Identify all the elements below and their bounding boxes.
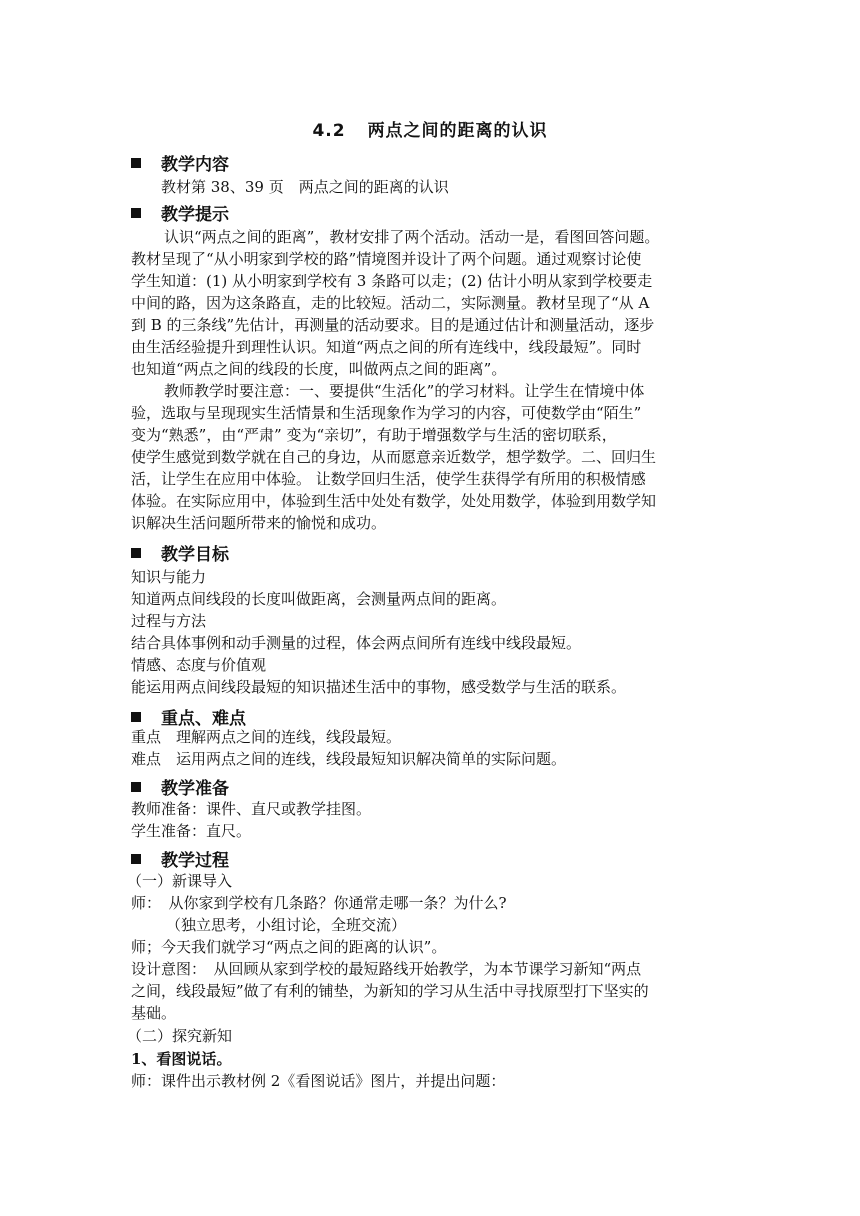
section-heading-content: 教学内容 [131,150,229,175]
hint-line: 到 B 的三条线”先估计，再测量的活动要求。目的是通过估计和测量活动，逐步 [131,316,655,334]
process-subheading: 1、看图说话。 [131,1050,232,1068]
process-line: （独立思考，小组讨论，全班交流） [166,916,407,934]
process-line: 师： 从你家到学校有几条路？你通常走哪一条？为什么? [131,894,507,912]
square-bullet-icon [131,208,141,218]
section-heading-keypoints: 重点、难点 [131,704,246,729]
process-line: 基础。 [131,1004,177,1022]
hint-line: 教师教学时要注意：一、要提供“生活化”的学习材料。让学生在情境中体 [164,382,645,400]
hint-line: 由生活经验提升到理性认识。知道“两点之间的所有连线中，线段最短”。同时 [131,338,642,356]
goals-line: 能运用两点间线段最短的知识描述生活中的事物，感受数学与生活的联系。 [131,678,627,696]
hint-line: 认识“两点之间的距离”，教材安排了两个活动。活动一是，看图回答问题。 [164,228,660,246]
hint-line: 变为“熟悉”，由“严肃” 变为“亲切”，有助于增强数学与生活的密切联系， [131,426,617,444]
section-heading-hint: 教学提示 [131,200,229,225]
prep-line: 学生准备：直尺。 [131,822,252,840]
square-bullet-icon [131,158,141,168]
hint-line: 学生知道：(1) 从小明家到学校有 3 条路可以走；(2) 估计小明从家到学校要走 [131,272,653,290]
hint-line: 活，让学生在应用中体验。 让数学回归生活，使学生获得学有所用的积极情感 [131,470,646,488]
goals-line: 情感、态度与价值观 [131,656,267,674]
section-heading-prep: 教学准备 [131,774,229,799]
goals-line: 过程与方法 [131,612,207,630]
process-line: （二）探究新知 [127,1027,233,1045]
document-title [0,116,860,141]
hint-line: 识解决生活问题所带来的愉悦和成功。 [131,514,387,532]
title-number: 4.2 [312,121,346,141]
keypoints-line: 难点 运用两点之间的连线，线段最短知识解决简单的实际问题。 [131,750,567,768]
content-line: 教材第 38、39 页 两点之间的距离的认识 [161,178,449,196]
title-text: 两点之间的距离的认识 [367,121,548,141]
prep-line: 教师准备：课件、直尺或教学挂图。 [131,800,372,818]
section-heading-process: 教学过程 [131,846,229,871]
process-line: 设计意图： 从回顾从家到学校的最短路线开始教学，为本节课学习新知“两点 [131,960,642,978]
process-line: 之间，线段最短”做了有利的铺垫，为新知的学习从生活中寻找原型打下坚实的 [131,982,649,1000]
keypoints-line: 重点 理解两点之间的连线，线段最短。 [131,728,402,746]
goals-line: 结合具体事例和动手测量的过程，体会两点间所有连线中线段最短。 [131,634,582,652]
hint-line: 教材呈现了“从小明家到学校的路”情境图并设计了两个问题。通过观察讨论使 [131,250,642,268]
goals-line: 知道两点间线段的长度叫做距离，会测量两点间的距离。 [131,590,507,608]
hint-line: 中间的路，因为这条路直，走的比较短。活动二，实际测量。教材呈现了“从 A [131,294,650,312]
square-bullet-icon [131,854,141,864]
hint-line: 验，选取与呈现现实生活情景和生活现象作为学习的内容，可使数学由“陌生” [131,404,642,422]
square-bullet-icon [131,712,141,722]
process-line: 师；今天我们就学习“两点之间的距离的认识”。 [131,938,447,956]
square-bullet-icon [131,548,141,558]
hint-line: 使学生感觉到数学就在自己的身边，从而愿意亲近数学，想学数学。二、回归生 [131,448,657,466]
goals-line: 知识与能力 [131,568,207,586]
process-line: 师：课件出示教材例 2《看图说话》图片，并提出问题： [131,1072,506,1090]
process-line: （一）新课导入 [127,872,233,890]
square-bullet-icon [131,782,141,792]
section-heading-goals: 教学目标 [131,540,229,565]
hint-line: 体验。在实际应用中，体验到生活中处处有数学，处处用数学，体验到用数学知 [131,492,657,510]
hint-line: 也知道“两点之间的线段的长度，叫做两点之间的距离”。 [131,360,507,378]
